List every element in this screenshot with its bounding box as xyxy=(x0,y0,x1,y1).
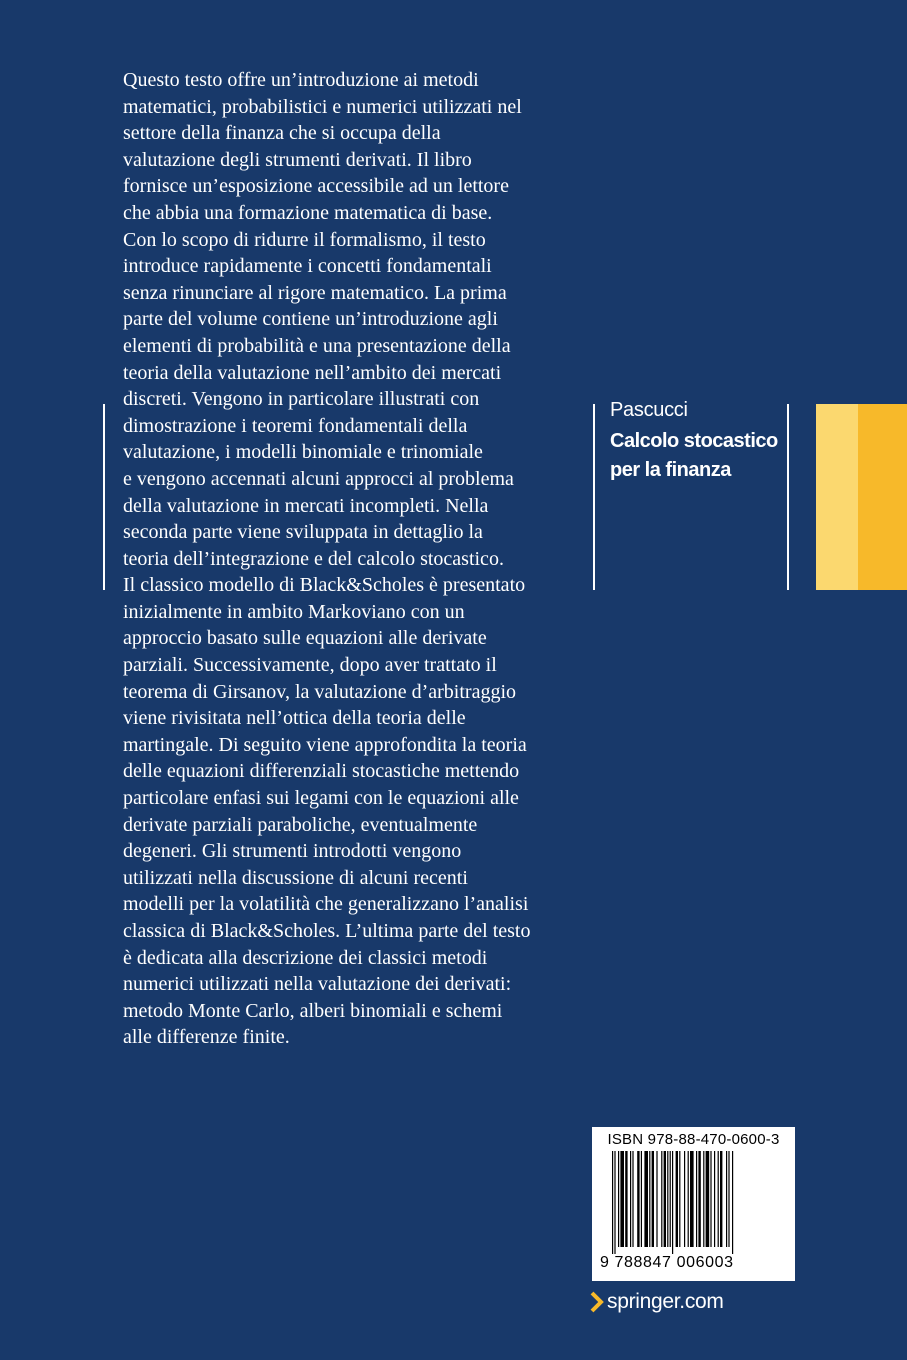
barcode-bar xyxy=(726,1151,727,1247)
blurb-line: martingale. Di seguito viene approfondita la teoria xyxy=(123,733,527,756)
barcode-bar xyxy=(690,1151,694,1247)
barcode-bar xyxy=(637,1151,639,1247)
barcode-bar xyxy=(630,1151,631,1247)
blurb-line: fornisce un’esposizione accessibile ad un lettore xyxy=(123,175,509,198)
blurb-line: valutazione, i modelli binomiale e trinomiale xyxy=(123,441,483,464)
chevron-right-icon xyxy=(590,1291,604,1313)
barcode-bar xyxy=(728,1151,729,1247)
barcode-bar xyxy=(625,1151,627,1247)
blurb-line: senza rinunciare al rigore matematico. La prima xyxy=(123,281,507,304)
spine-right-rule xyxy=(787,404,789,590)
publisher-url: springer.com xyxy=(607,1290,724,1313)
blurb-line: utilizzati nella discussione di alcuni recenti xyxy=(123,866,468,889)
book-title-line-1: Calcolo stocastico xyxy=(610,430,778,452)
yellow-stripe-dark xyxy=(858,404,907,590)
blurb-line: della valutazione in mercati incompleti. Nella xyxy=(123,494,489,517)
blurb-line: Il classico modello di Black&Scholes è presentato xyxy=(123,574,526,597)
barcode-bar xyxy=(652,1151,654,1247)
blurb-line: Questo testo offre un’introduzione ai metodi xyxy=(123,69,479,91)
book-title xyxy=(610,427,778,485)
barcode-bar xyxy=(620,1151,624,1247)
blurb-line: Con lo scopo di ridurre il formalismo, il testo xyxy=(123,228,486,251)
barcode-bar xyxy=(649,1151,650,1247)
blurb-line: che abbia una formazione matematica di base. xyxy=(123,201,493,224)
barcode-bar xyxy=(676,1151,678,1247)
barcode-bar xyxy=(732,1151,733,1254)
barcode-bar xyxy=(706,1151,710,1247)
barcode-digits: 9 788847 006003 xyxy=(600,1254,734,1271)
blurb-line: seconda parte viene sviluppata in dettaglio la xyxy=(123,521,483,544)
barcode-bar xyxy=(703,1151,704,1247)
author-name: Pascucci xyxy=(610,399,688,421)
blurb-line: derivate parziali paraboliche, eventualmente xyxy=(123,813,478,836)
blurb-line: metodo Monte Carlo, alberi binomiali e schemi xyxy=(123,999,503,1022)
barcode-bar xyxy=(679,1151,680,1247)
barcode-bar xyxy=(667,1151,668,1247)
barcode-icon xyxy=(612,1151,778,1254)
barcode-bar xyxy=(672,1151,673,1254)
blurb-line: delle equazioni differenziali stocastiche mettendo xyxy=(123,760,520,783)
blurb-line: numerici utilizzati nella valutazione dei derivati: xyxy=(123,973,512,996)
blurb-line: inizialmente in ambito Markoviano con un xyxy=(123,600,465,623)
barcode-bar xyxy=(670,1151,671,1247)
blurb-line: valutazione degli strumenti derivati. Il libro xyxy=(123,148,472,171)
spine-left-rule xyxy=(593,404,595,590)
blurb-line: elementi di probabilità e una presentazione della xyxy=(123,334,511,357)
barcode-bar xyxy=(614,1151,615,1254)
blurb-line: parziali. Successivamente, dopo aver trattato il xyxy=(123,654,497,677)
barcode-bar xyxy=(714,1151,715,1247)
blurb-line: alle differenze finite. xyxy=(123,1026,290,1049)
barcode-bar xyxy=(688,1151,689,1247)
barcode-bar xyxy=(612,1151,613,1254)
barcode-bar xyxy=(618,1151,619,1247)
left-vertical-rule xyxy=(103,404,105,590)
barcode-bar xyxy=(696,1151,697,1247)
barcode-bar xyxy=(632,1151,633,1247)
blurb-line: teoria dell’integrazione e del calcolo stocastico. xyxy=(123,547,504,570)
isbn-barcode xyxy=(592,1127,795,1281)
publisher-link[interactable] xyxy=(590,1290,724,1314)
blurb-line: parte del volume contiene un’introduzione agli xyxy=(123,308,498,331)
blurb-line: matematici, probabilistici e numerici utilizzati nel xyxy=(123,95,522,118)
blurb-text xyxy=(123,67,583,1051)
book-title-line-2: per la finanza xyxy=(610,459,731,481)
barcode-bar xyxy=(684,1151,685,1247)
barcode-bar xyxy=(656,1151,657,1247)
blurb-line: e vengono accennati alcuni approcci al problema xyxy=(123,467,514,490)
blurb-line: è dedicata alla descrizione dei classici metodi xyxy=(123,946,488,969)
blurb-line: classica di Black&Scholes. L’ultima parte del testo xyxy=(123,920,531,942)
barcode-bar xyxy=(661,1151,662,1247)
barcode-bar xyxy=(718,1151,719,1247)
blurb-line: dimostrazione i teoremi fondamentali della xyxy=(123,414,468,437)
yellow-stripe-light xyxy=(816,404,858,590)
blurb-line: degeneri. Gli strumenti introdotti vengono xyxy=(123,840,462,863)
barcode-bar xyxy=(710,1151,711,1247)
barcode-bar xyxy=(720,1151,722,1247)
blurb-line: teoria della valutazione nell’ambito dei mercati xyxy=(123,361,502,384)
blurb-line: discreti. Vengono in particolare illustrati con xyxy=(123,388,480,411)
blurb-line: introduce rapidamente i concetti fondamentali xyxy=(123,255,492,278)
blurb-line: modelli per la volatilità che generalizzano l’analisi xyxy=(123,893,529,916)
blurb-line: particolare enfasi sui legami con le equazioni alle xyxy=(123,787,519,810)
blurb-line: teorema di Girsanov, la valutazione d’arbitraggio xyxy=(123,680,516,703)
barcode-bar xyxy=(664,1151,666,1247)
blurb-line: settore della finanza che si occupa della xyxy=(123,122,441,145)
blurb-line: approccio basato sulle equazioni alle derivate xyxy=(123,627,487,650)
blurb-line: viene rivisitata nell’ottica della teoria delle xyxy=(123,707,466,730)
barcode-bar xyxy=(644,1151,648,1247)
barcode-bar xyxy=(698,1151,700,1247)
barcode-bar xyxy=(641,1151,642,1247)
isbn-label: ISBN 978-88-470-0600-3 xyxy=(607,1131,780,1148)
